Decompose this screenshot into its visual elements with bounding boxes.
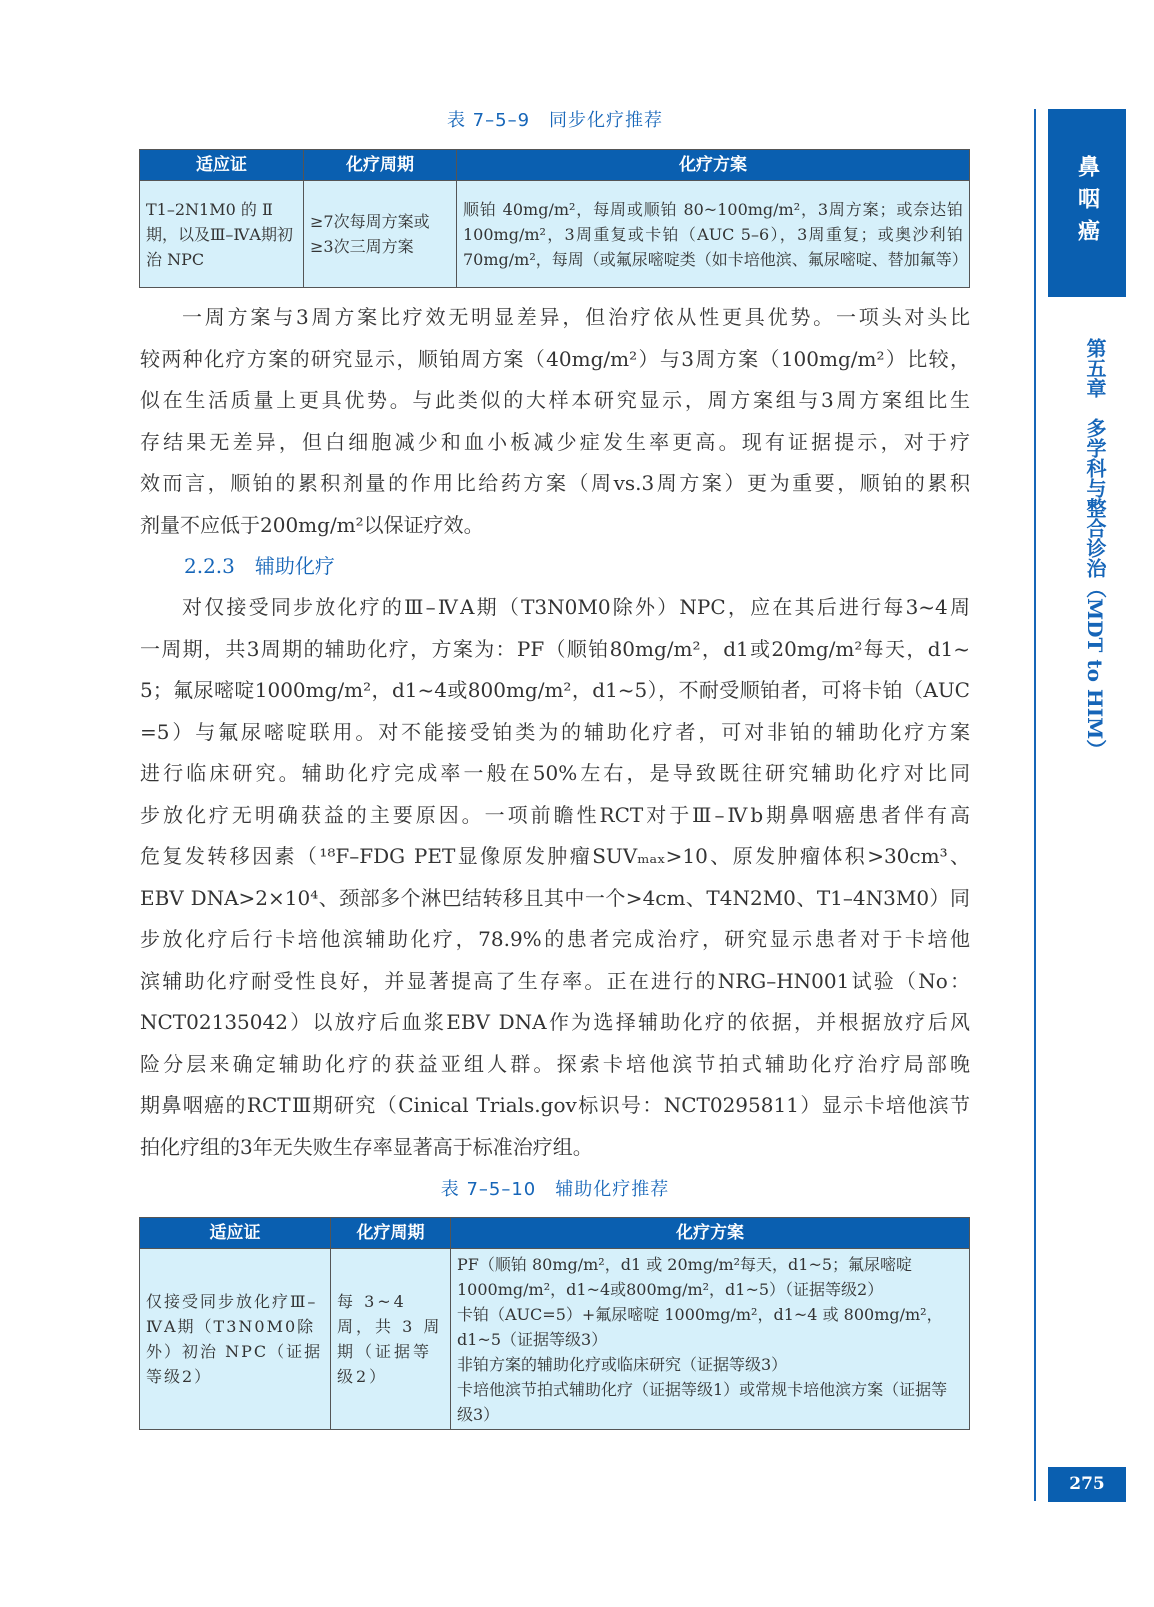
regimen-item: 非铂方案的辅助化疗或临床研究（证据等级3） [457,1354,788,1374]
text-line: 步放化疗无明确获益的主要原因。一项前瞻性RCT对于Ⅲ–Ⅳb期鼻咽癌患者伴有高 [140,802,970,827]
text-line: 拍化疗组的3年无失败生存率显著高于标准治疗组。 [140,1134,593,1159]
cell-indication: T1–2N1M0 的 Ⅱ期，以及Ⅲ–ⅣA期初治 NPC [140,181,304,288]
chapter-title: 第五章 多学科与整合诊治（MDT to HIM） [1083,338,1107,760]
table-caption: 表 7–5–9 同步化疗推荐 [446,110,664,131]
text-line: 进行临床研究。辅助化疗完成率一般在50%左右，是导致既往研究辅助化疗对比同 [140,761,970,785]
cell-regimen: 顺铂 40mg/m²，每周或顺铂 80~100mg/m²，3周方案；或奈达铂 100mg/m²，3周重复或卡铂（AUC 5–6），3周重复；或奥沙利铂 70mg/m²，每周（或氟尿嘧啶类（如卡培他滨、氟尿嘧啶、替加氟等） [457,181,970,288]
text-line: 似在生活质量上更具优势。与此类似的大样本研究显示，周方案组与3周方案组比生 [140,388,970,412]
table-caption: 表 7–5–10 辅助化疗推荐 [440,1179,670,1200]
regimen-item: 卡铂（AUC=5）+氟尿嘧啶 1000mg/m²，d1~4 或 800mg/m²，d1~5（证据等级3） [457,1304,943,1349]
header-indication: 适应证 [140,150,304,181]
text-line: 危复发转移因素（¹⁸F–FDG PET显像原发肿瘤SUVₘₐₓ>10、原发肿瘤体积>30cm³、 [140,844,970,868]
text-line: 剂量不应低于200mg/m²以保证疗效。 [140,512,484,537]
paragraph-2 [140,587,970,1168]
text-line: 期鼻咽癌的RCTⅢ期研究（Cinical Trials.gov标识号：NCT0295811）显示卡培他滨节 [140,1093,970,1117]
text-line: 步放化疗后行卡培他滨辅助化疗，78.9%的患者完成治疗，研究显示患者对于卡培他 [140,927,970,951]
text-line: 一周期，共3周期的辅助化疗，方案为：PF（顺铂80mg/m²，d1或20mg/m²每天，d1~ [140,636,970,661]
text-line: 险分层来确定辅助化疗的获益亚组人群。探索卡培他滨节拍式辅助化疗治疗局部晚 [140,1051,970,1076]
text-line: 一周方案与3周方案比疗效无明显差异，但治疗依从性更具优势。一项头对头比 [182,305,970,329]
cell-cycle: 每 3~4 周，共 3 周期（证据等级2） [331,1249,451,1430]
cell-indication: 仅接受同步放化疗Ⅲ–ⅣA期（T3N0M0除外）初治 NPC（证据等级2） [140,1249,331,1430]
text-line: 5；氟尿嘧啶1000mg/m²，d1~4或800mg/m²，d1~5），不耐受顺铂者，可将卡铂（AUC [140,678,970,702]
header-regimen: 化疗方案 [457,150,970,181]
header-regimen: 化疗方案 [451,1218,970,1249]
text-line: 较两种化疗方案的研究显示，顺铂周方案（40mg/m²）与3周方案（100mg/m²）比较， [140,346,970,371]
text-line: 滨辅助化疗耐受性良好，并显著提高了生存率。正在进行的NRG–HN001试验（No： [140,968,970,993]
header-indication: 适应证 [140,1218,331,1249]
concurrent-chemo-table [139,149,970,288]
paragraph-1 [140,297,970,546]
section-heading: 2.2.3 辅助化疗 [184,554,335,578]
header-cycle: 化疗周期 [304,150,457,181]
text-line: 存结果无差异，但白细胞减少和血小板减少症发生率更高。现有证据提示，对于疗 [140,429,970,454]
book-title-tab: 鼻咽癌 [1048,109,1126,297]
cell-regimen [451,1249,970,1430]
adjuvant-chemo-table [139,1217,970,1430]
cell-cycle: ≥7次每周方案或≥3次三周方案 [304,181,457,288]
text-line: =5）与氟尿嘧啶联用。对不能接受铂类为的辅助化疗者，可对非铂的辅助化疗方案 [140,719,970,744]
regimen-item: 卡培他滨节拍式辅助化疗（证据等级1）或常规卡培他滨方案（证据等级3） [457,1379,948,1424]
margin-rule [1034,109,1036,1501]
regimen-item: PF（顺铂 80mg/m²，d1 或 20mg/m²每天，d1~5；氟尿嘧啶 1000mg/m²，d1~4或800mg/m²，d1~5）（证据等级2） [457,1254,913,1299]
page-number: 275 [1048,1467,1126,1502]
text-line: EBV DNA>2×10⁴、颈部多个淋巴结转移且其中一个>4cm、T4N2M0、T1–4N3M0）同 [140,885,970,910]
text-line: 效而言，顺铂的累积剂量的作用比给药方案（周vs.3周方案）更为重要，顺铂的累积 [140,471,970,495]
text-line: 对仅接受同步放化疗的Ⅲ–ⅣA期（T3N0M0除外）NPC，应在其后进行每3~4周 [182,595,970,619]
text-line: NCT02135042）以放疗后血浆EBV DNA作为选择辅助化疗的依据，并根据放疗后风 [140,1010,970,1034]
header-cycle: 化疗周期 [331,1218,451,1249]
